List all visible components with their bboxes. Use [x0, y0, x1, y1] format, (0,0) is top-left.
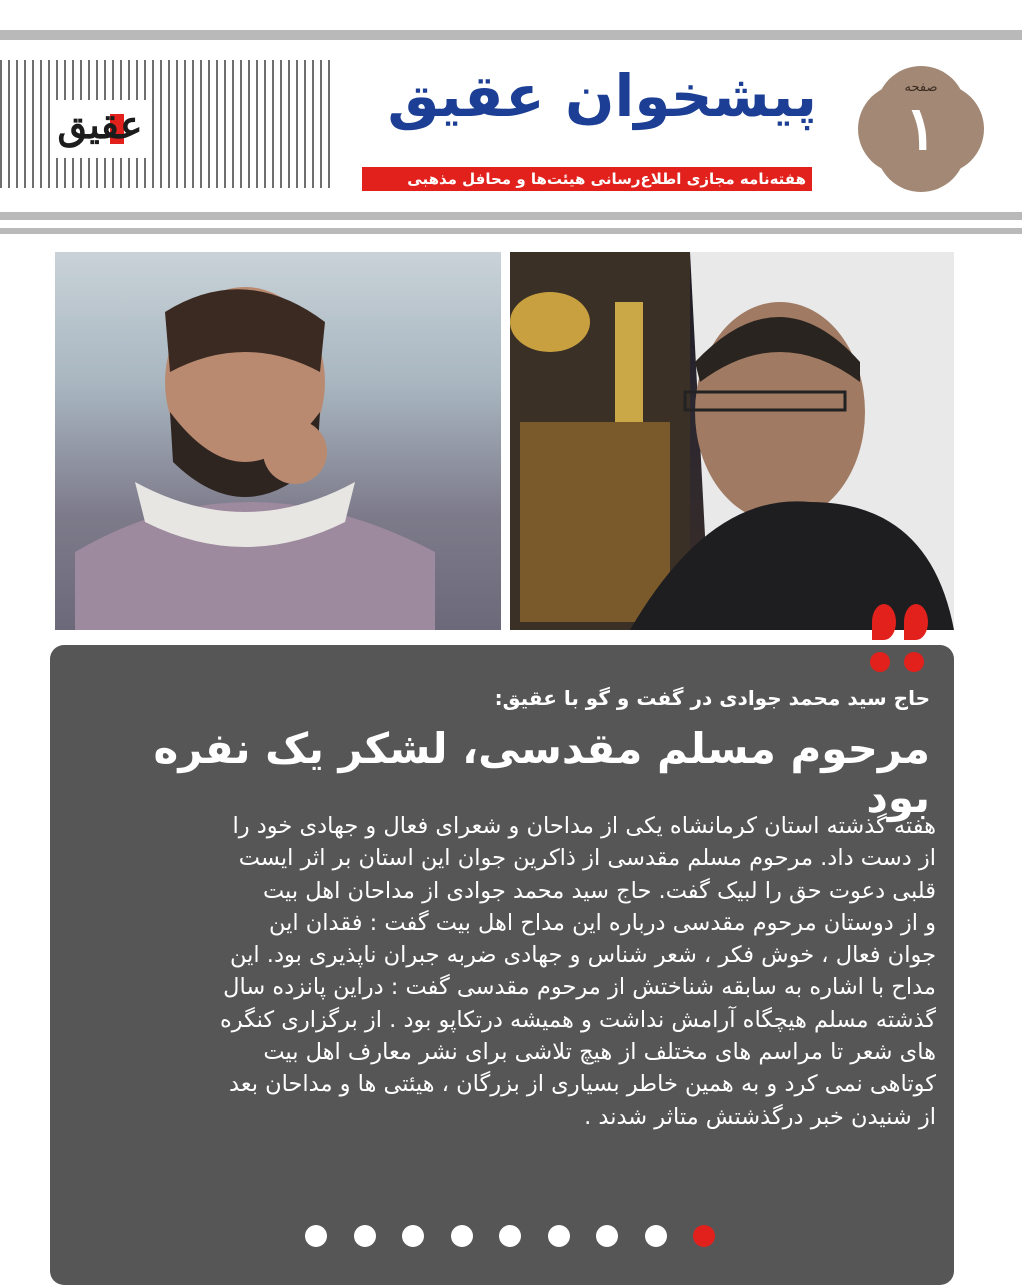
page-number: ۱	[904, 94, 938, 164]
body-line: جوان فعال ، خوش فکر ، شعر شناس و جهادی ضربه جبران ناپذیری بود. این	[230, 942, 936, 969]
body-line: از دست داد. مرحوم مسلم مقدسی از ذاکرین جوان این استان بر اثر ایست	[238, 845, 936, 872]
carousel-dot[interactable]	[693, 1225, 715, 1247]
top-rule	[0, 30, 1022, 40]
carousel-dot[interactable]	[548, 1225, 570, 1247]
body-line: و از دوستان مرحوم مقدسی درباره این مداح اهل بیت گفت : فقدان این	[268, 909, 936, 936]
body-line: کوتاهی نمی کرد و به همین خاطر بسیاری از بزرگان ، هیئتی ها و مداحان بعد	[229, 1071, 936, 1098]
body-line: مداح با اشاره به سابقه شناختش از مرحوم مقدسی گفت : دراین پانزده سال	[223, 974, 936, 1001]
brand-logo	[50, 100, 150, 158]
quote-dot	[870, 652, 890, 672]
body-line: هفته گذشته استان کرمانشاه یکی از مداحان و شعرای فعال و جهادی خود را	[232, 813, 936, 839]
masthead-title: پیشخوان عقیق	[387, 62, 817, 130]
quote-dot	[904, 652, 924, 672]
body-line: قلبی دعوت حق را لبیک گفت. حاج سید محمد جوادی از مداحان اهل بیت	[262, 877, 936, 904]
carousel-dot[interactable]	[451, 1225, 473, 1247]
carousel-dot[interactable]	[645, 1225, 667, 1247]
photo-left-illustration	[55, 252, 501, 630]
photo-young-man-thinking	[55, 252, 501, 630]
quote-comma	[904, 604, 928, 640]
carousel-dot[interactable]	[354, 1225, 376, 1247]
body-line: از شنیدن خبر درگذشتش متاثر شدند .	[584, 1103, 936, 1130]
photo-man-at-shrine	[510, 252, 954, 630]
body-line: های شعر تا مراسم های مختلف از هیچ تلاشی برای نشر معارف اهل بیت	[263, 1039, 936, 1066]
body-line: گذشته مسلم هیچگاه آرامش نداشت و همیشه درتکاپو بود . از برگزاری کنگره	[219, 1006, 936, 1033]
logo-text: عقیق	[57, 102, 143, 147]
carousel-dot[interactable]	[499, 1225, 521, 1247]
article-body	[66, 810, 936, 1133]
carousel-dot[interactable]	[402, 1225, 424, 1247]
page-label: صفحه	[904, 80, 938, 95]
quote-comma	[872, 604, 896, 640]
carousel-dot[interactable]	[596, 1225, 618, 1247]
article-headline: مرحوم مسلم مقدسی، لشکر یک نفره بود	[153, 724, 930, 822]
carousel-indicator	[305, 1225, 725, 1249]
carousel-dot[interactable]	[305, 1225, 327, 1247]
page-badge	[858, 66, 984, 192]
photo-right-illustration	[510, 252, 954, 630]
header-rule-thin	[0, 228, 1022, 234]
masthead-tagline: هفته‌نامه مجازی اطلاع‌رسانی هیئت‌ها و محافل مذهبی	[362, 167, 812, 191]
quote-mark-icon	[866, 604, 932, 674]
article-kicker: حاج سید محمد جوادی در گفت و گو با عقیق:	[494, 686, 930, 710]
header-rule	[0, 212, 1022, 220]
